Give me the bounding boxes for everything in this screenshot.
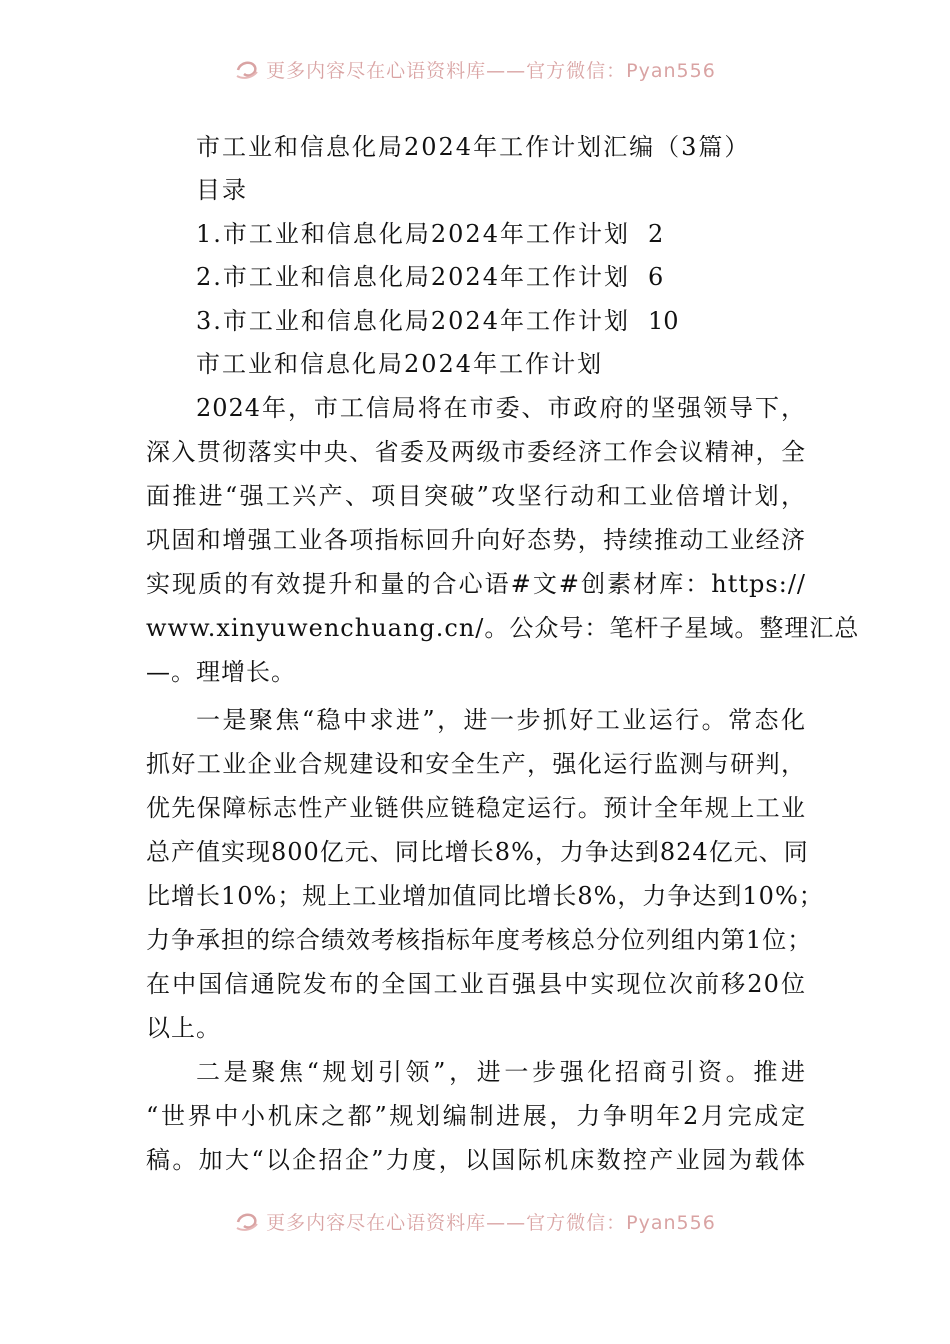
paragraph-line: 深入贯彻落实中央、省委及两级市委经济工作会议精神，全 — [146, 438, 806, 466]
paragraph-line: 优先保障标志性产业链供应链稳定运行。预计全年规上工业 — [146, 794, 806, 822]
paragraph-line: 稿。加大“以企招企”力度，以国际机床数控产业园为载体 — [146, 1146, 806, 1174]
paragraph-line: www.xinyuwenchuang.cn/。公众号：笔杆子星域。整理汇总 — [146, 614, 860, 642]
paragraph-line: 巩固和增强工业各项指标回升向好态势，持续推动工业经济 — [146, 526, 806, 554]
paragraph-line: 抓好工业企业合规建设和安全生产，强化运行监测与研判， — [146, 750, 806, 778]
paragraph-line: 二是聚焦“规划引领”，进一步强化招商引资。推进 — [196, 1058, 806, 1086]
paragraph-line: 以上。 — [146, 1014, 221, 1042]
document-title: 市工业和信息化局2024年工作计划汇编（3篇） — [196, 133, 751, 161]
paragraph-line: “世界中小机床之都”规划编制进展，力争明年2月完成定 — [146, 1102, 806, 1130]
toc-page-3: 10 — [648, 307, 679, 335]
paragraph-line: 总产值实现800亿元、同比增长8%，力争达到824亿元、同 — [146, 838, 809, 866]
toc-item-1[interactable]: 1.市工业和信息化局2024年工作计划 — [196, 220, 630, 248]
swirl-logo-icon — [234, 1208, 260, 1234]
watermark-banner-bottom — [0, 1206, 950, 1236]
paragraph-line: 2024年，市工信局将在市委、市政府的坚强领导下， — [196, 394, 806, 422]
toc-heading: 目录 — [196, 176, 248, 204]
paragraph-line: —。理增长。 — [146, 658, 296, 686]
toc-item-2[interactable]: 2.市工业和信息化局2024年工作计划 — [196, 263, 630, 291]
paragraph-line: 力争承担的综合绩效考核指标年度考核总分位列组内第1位； — [146, 926, 813, 954]
toc-page-2: 6 — [648, 263, 664, 291]
section-title: 市工业和信息化局2024年工作计划 — [196, 350, 604, 378]
toc-item-3[interactable]: 3.市工业和信息化局2024年工作计划 — [196, 307, 630, 335]
swirl-logo-icon — [234, 56, 260, 82]
watermark-banner-top — [0, 54, 950, 84]
toc-page-1: 2 — [648, 220, 664, 248]
watermark-text: 更多内容尽在心语资料库——官方微信：Pyan556 — [266, 1211, 716, 1234]
paragraph-line: 一是聚焦“稳中求进”，进一步抓好工业运行。常态化 — [196, 706, 806, 734]
paragraph-line: 面推进“强工兴产、项目突破”攻坚行动和工业倍增计划， — [146, 482, 806, 510]
paragraph-line: 实现质的有效提升和量的合心语#文#创素材库：https:// — [146, 570, 806, 598]
paragraph-line: 比增长10%；规上工业增加值同比增长8%，力争达到10%； — [146, 882, 824, 910]
paragraph-line: 在中国信通院发布的全国工业百强县中实现位次前移20位 — [146, 970, 806, 998]
watermark-text: 更多内容尽在心语资料库——官方微信：Pyan556 — [266, 59, 716, 82]
